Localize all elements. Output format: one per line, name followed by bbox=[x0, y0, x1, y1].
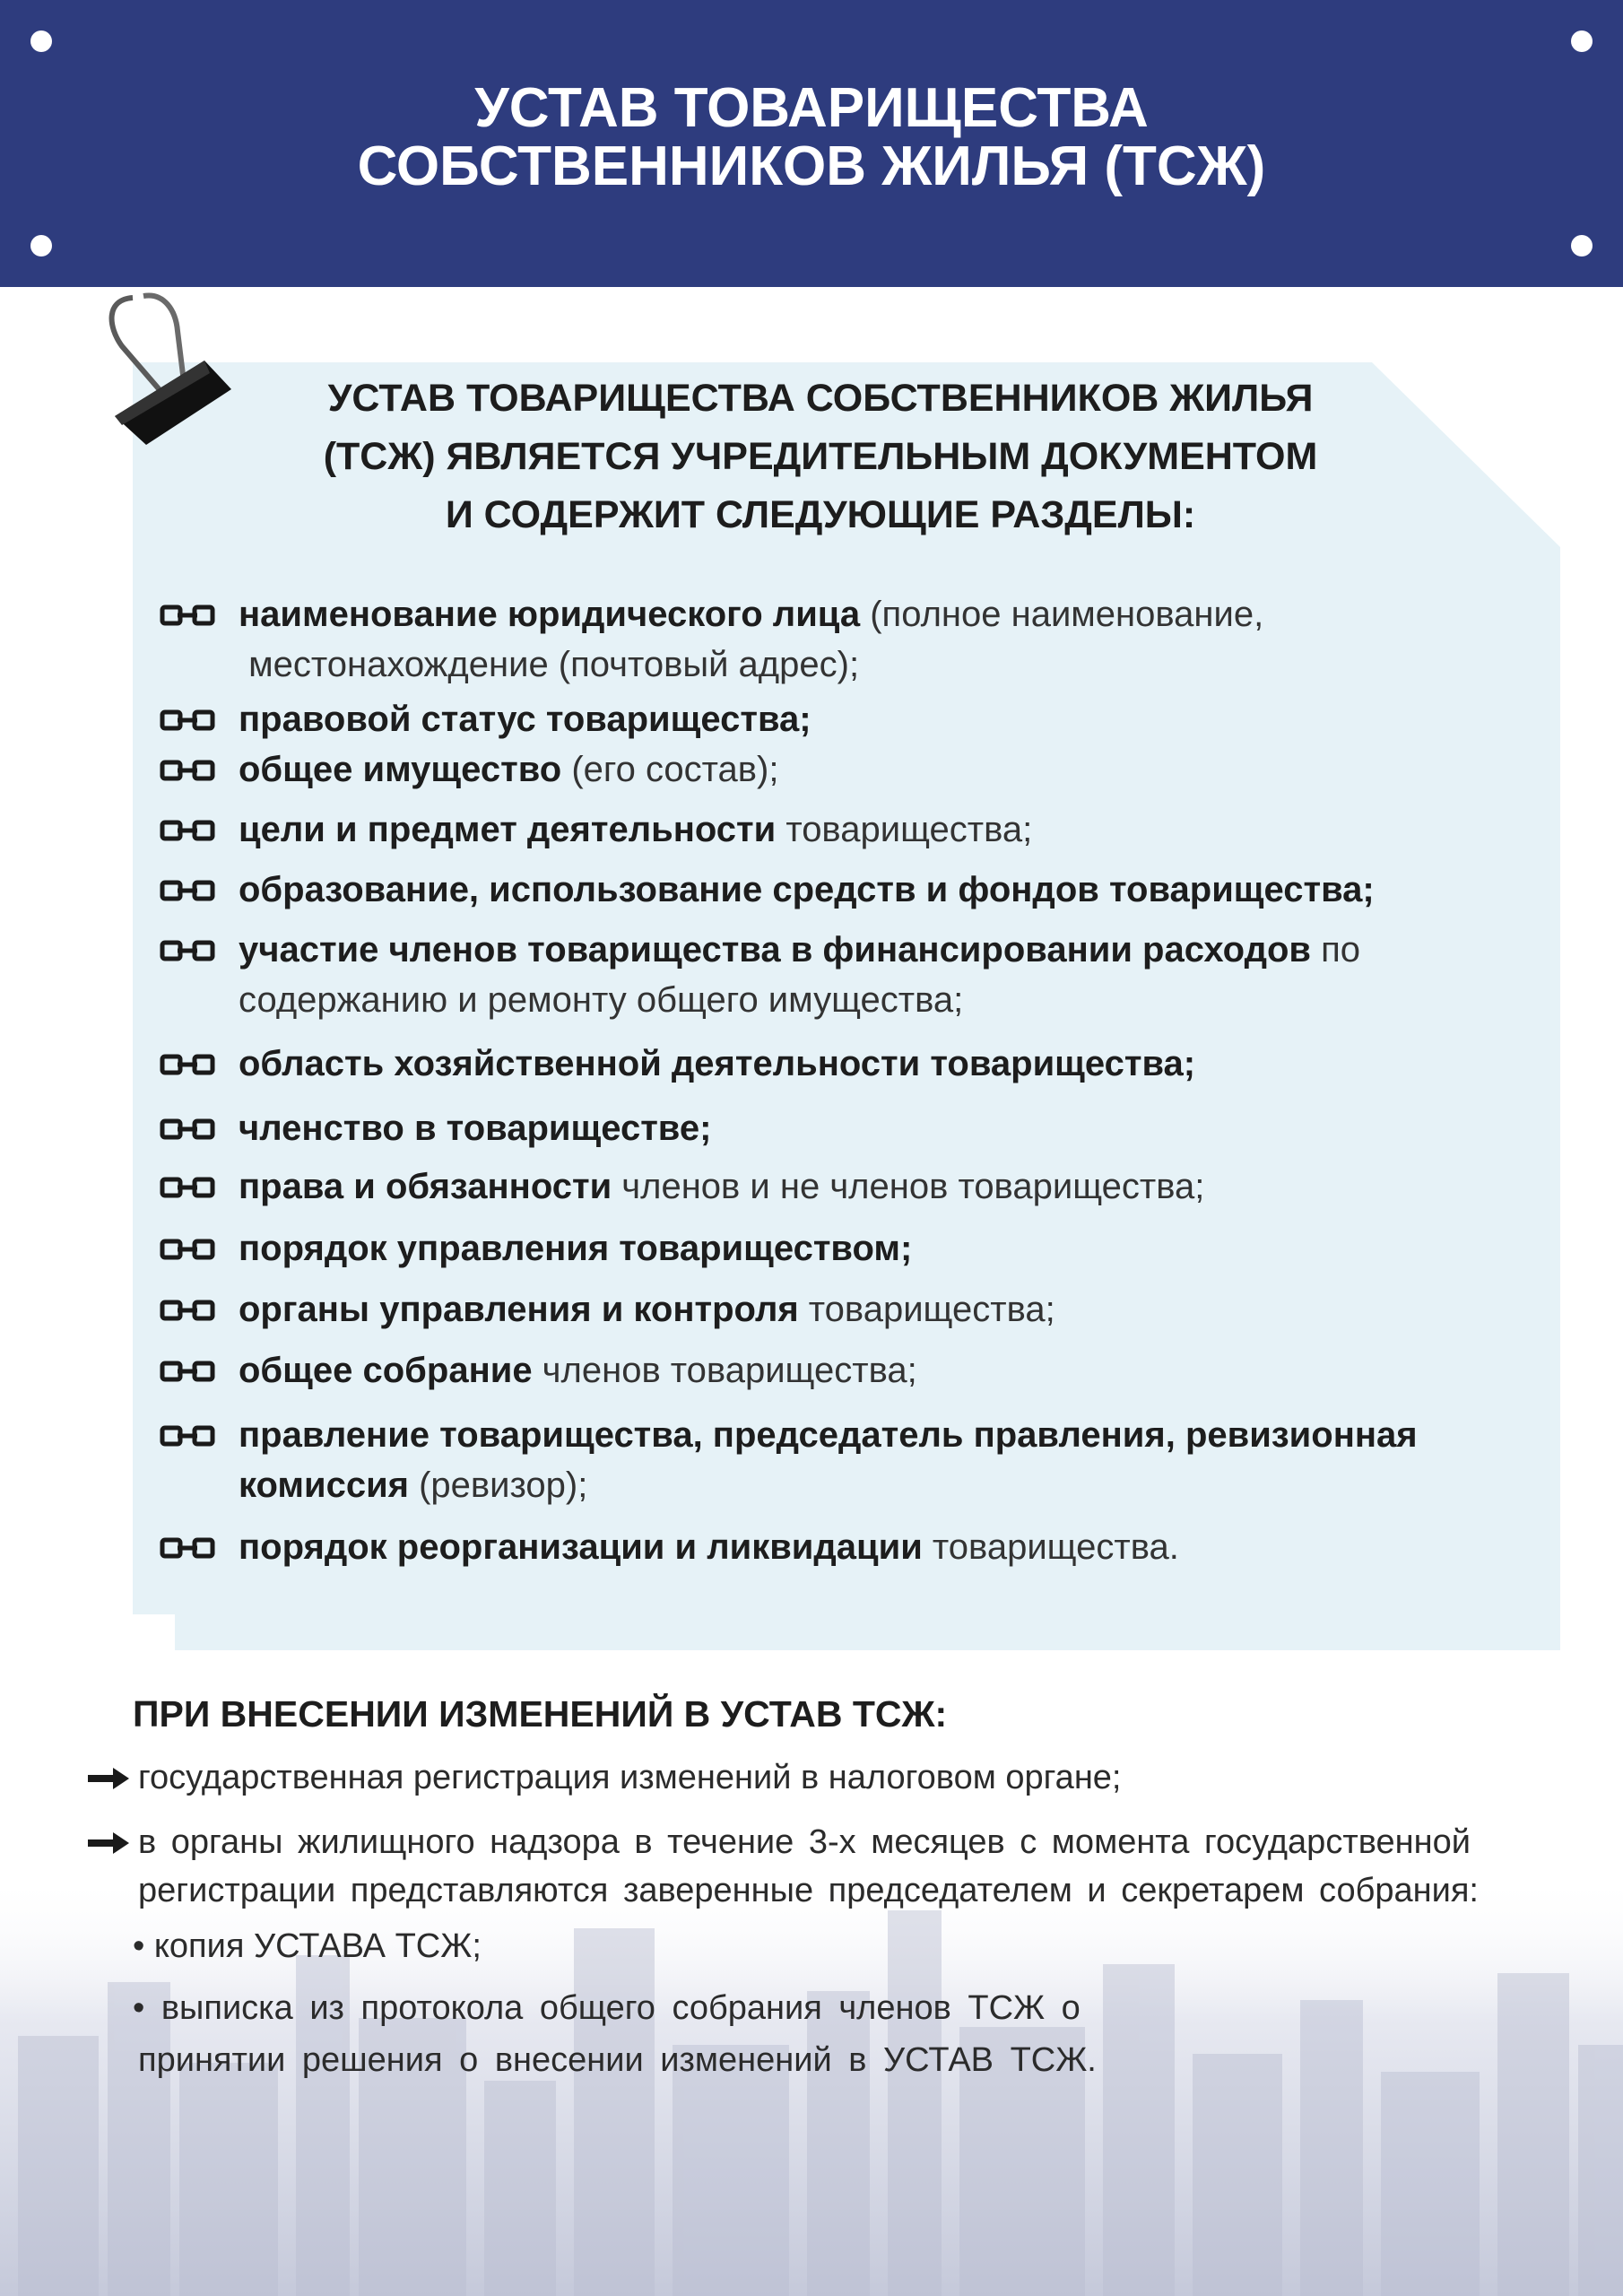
title-line: УСТАВ ТОВАРИЩЕСТВА bbox=[474, 77, 1149, 139]
chain-link-icon bbox=[160, 1299, 215, 1322]
chain-link-icon bbox=[160, 879, 215, 902]
arrow-right-icon bbox=[86, 1831, 131, 1856]
chain-link-icon bbox=[160, 1360, 215, 1383]
chain-link-icon bbox=[160, 1176, 215, 1199]
item-bold-text: образование, использование средств и фондов товарищества; bbox=[239, 870, 1375, 909]
changes-point-line: в органы жилищного надзора в течение 3-х месяцев с момента государственной bbox=[138, 1823, 1471, 1861]
intro-line: (ТСЖ) ЯВЛЯЕТСЯ УЧРЕДИТЕЛЬНЫМ ДОКУМЕНТОМ bbox=[323, 435, 1318, 478]
chain-link-icon bbox=[160, 1053, 215, 1076]
item-normal-text: членов и не членов товарищества; bbox=[612, 1167, 1205, 1206]
item-bold-text: органы управления и контроля bbox=[239, 1290, 799, 1329]
list-item-text bbox=[239, 744, 1539, 795]
chain-link-icon bbox=[160, 604, 215, 627]
list-item-text bbox=[239, 804, 1539, 855]
changes-point-text: государственная регистрация изменений в налоговом органе; bbox=[138, 1759, 1122, 1796]
title-line: СОБСТВЕННИКОВ ЖИЛЬЯ (ТСЖ) bbox=[357, 135, 1266, 198]
item-normal-text: товарищества; bbox=[798, 1290, 1055, 1329]
item-bold-text: общее имущество bbox=[239, 750, 562, 789]
changes-subpoint-line: • выписка из протокола общего собрания членов ТСЖ о bbox=[133, 1989, 1081, 2027]
item-bold-text: наименование юридического лица bbox=[239, 595, 861, 634]
chain-link-icon bbox=[160, 1536, 215, 1560]
chain-link-icon bbox=[160, 819, 215, 842]
item-bold-text: правление товарищества, председатель правления, ревизионная bbox=[239, 1415, 1418, 1455]
arrow-right-icon bbox=[86, 1766, 131, 1791]
list-item-text bbox=[239, 1103, 1539, 1153]
item-bold-text: комиссия bbox=[239, 1465, 409, 1505]
item-normal-text: содержанию и ремонту общего имущества; bbox=[239, 980, 964, 1020]
item-normal-text: (его состав); bbox=[561, 750, 779, 789]
changes-point-line: регистрации представляются заверенные председателем и секретарем собрания: bbox=[138, 1872, 1479, 1909]
item-bold-text: правовой статус товарищества; bbox=[239, 700, 812, 739]
list-item-text bbox=[239, 1345, 1539, 1396]
changes-subpoint: • копия УСТАВА ТСЖ; bbox=[133, 1927, 482, 1965]
chain-link-icon bbox=[160, 759, 215, 782]
intro-line: И СОДЕРЖИТ СЛЕДУЮЩИЕ РАЗДЕЛЫ: bbox=[445, 493, 1196, 536]
item-bold-text: порядок управления товариществом; bbox=[239, 1229, 913, 1268]
list-item-text bbox=[239, 589, 1539, 690]
changes-subpoint-line: принятии решения о внесении изменений в УСТАВ ТСЖ. bbox=[138, 2041, 1097, 2079]
chain-link-icon bbox=[160, 939, 215, 962]
item-normal-text: товарищества; bbox=[776, 810, 1033, 849]
item-normal-text: (ревизор); bbox=[409, 1465, 588, 1505]
intro-line: УСТАВ ТОВАРИЩЕСТВА СОБСТВЕННИКОВ ЖИЛЬЯ bbox=[327, 377, 1314, 420]
chain-link-icon bbox=[160, 1424, 215, 1448]
item-bold-text: общее собрание bbox=[239, 1351, 533, 1390]
chain-link-icon bbox=[160, 1118, 215, 1141]
changes-point-text bbox=[138, 1818, 1618, 1915]
item-normal-text: членов товарищества; bbox=[532, 1351, 917, 1390]
item-normal-text: (полное наименование, bbox=[860, 595, 1264, 634]
list-item-text bbox=[239, 1410, 1539, 1510]
item-normal-text: по bbox=[1311, 930, 1361, 970]
item-normal-text: местонахождение (почтовый адрес); bbox=[239, 645, 860, 684]
list-item-text bbox=[239, 1161, 1539, 1212]
item-bold-text: порядок реорганизации и ликвидации bbox=[239, 1527, 923, 1567]
changes-subpoint bbox=[133, 1982, 1478, 2086]
list-item-text bbox=[239, 925, 1539, 1025]
list-item-text bbox=[239, 865, 1539, 915]
item-bold-text: участие членов товарищества в финансировании расходов bbox=[239, 930, 1311, 970]
list-item-text bbox=[239, 1039, 1539, 1089]
item-bold-text: права и обязанности bbox=[239, 1167, 612, 1206]
chain-link-icon bbox=[160, 709, 215, 732]
list-item-text bbox=[239, 1223, 1539, 1274]
list-item-text bbox=[239, 1284, 1539, 1335]
changes-heading: ПРИ ВНЕСЕНИИ ИЗМЕНЕНИЙ В УСТАВ ТСЖ: bbox=[133, 1693, 948, 1735]
list-item-text bbox=[239, 694, 1539, 744]
intro-heading bbox=[224, 370, 1417, 544]
item-bold-text: членство в товариществе; bbox=[239, 1109, 712, 1148]
item-bold-text: область хозяйственной деятельности товарищества; bbox=[239, 1044, 1196, 1083]
item-bold-text: цели и предмет деятельности bbox=[239, 810, 777, 849]
chain-link-icon bbox=[160, 1238, 215, 1261]
list-item-text bbox=[239, 1522, 1539, 1572]
item-normal-text: товарищества. bbox=[922, 1527, 1179, 1567]
